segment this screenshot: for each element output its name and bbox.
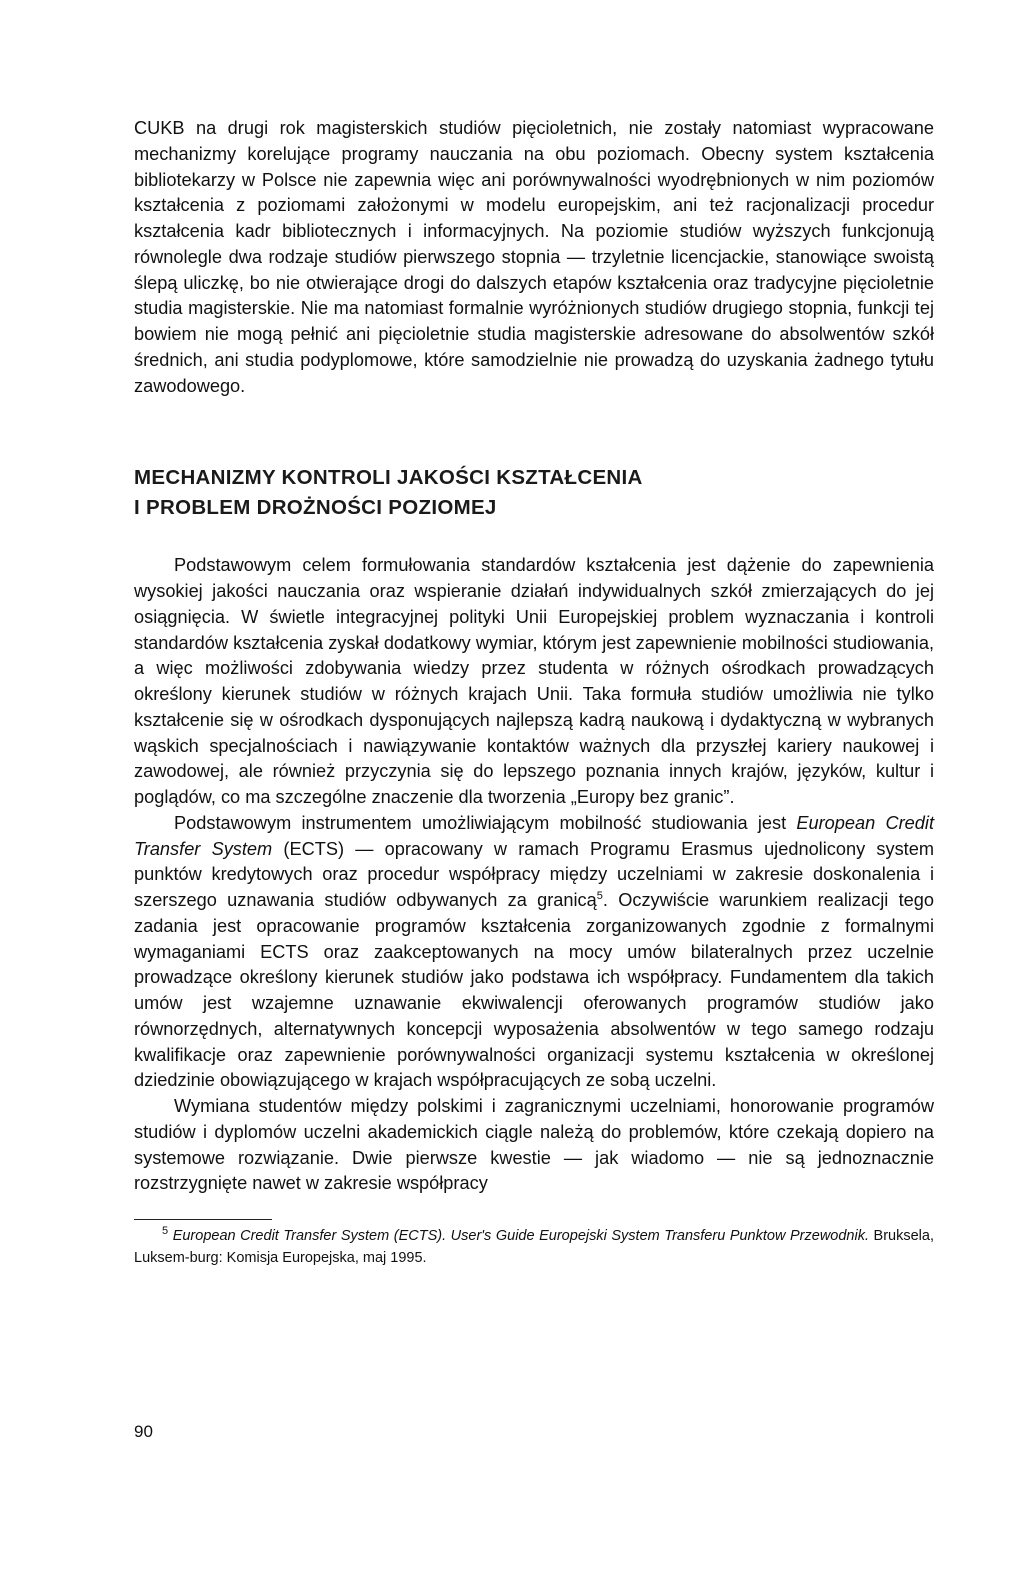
- paragraph-ects-italic: European Credit Transfer System: [134, 812, 934, 859]
- paragraph-exchange: [134, 1094, 934, 1197]
- paragraph-top-text: CUKB na drugi rok magisterskich studiów pięcioletnich, nie zostały natomiast wypracowane mechanizmy korelujące programy nauczania na obu poziomach. Obecny system kształcenia bibliotekarzy w Polsce nie zapewnia więc ani porównywalności wyodrębnionych w nim poziomów kształcenia z poziomami założonymi w modelu europejskim, ani też racjonalizacji procedur kształcenia kadr bibliotecznych i informacyjnych. Na poziomie studiów wyższych funkcjonują równolegle dwa rodzaje studiów pierwszego stopnia — trzyletnie licencjackie, stanowiące swoistą ślepą uliczkę, bo nie otwierające drogi do dalszych etapów kształcenia oraz tradycyjne pięcioletnie studia magisterskie. Nie ma natomiast formalnie wyróżnionych studiów drugiego stopnia, funkcji tej bowiem nie mogą pełnić ani pięcioletnie studia magisterskie adresowane do absolwentów szkół średnich, ani studia podyplomowe, które samodzielnie nie prowadzą do uzyskania żadnego tytułu zawodowego.: [134, 118, 934, 396]
- section-heading-line1: MECHANIZMY KONTROLI JAKOŚCI KSZTAŁCENIA: [134, 466, 643, 490]
- footnote-ref: 5: [596, 889, 603, 902]
- section-heading: [134, 463, 934, 523]
- section-heading-line2: I PROBLEM DROŻNOŚCI POZIOMEJ: [134, 496, 497, 520]
- footnote-text: Bruksela, Luksem-burg: Komisja Europejska, maj 1995.: [134, 1228, 934, 1266]
- paragraph-top: [134, 116, 934, 399]
- paragraph-ects: [134, 811, 934, 1094]
- footnote-divider: [134, 1219, 272, 1220]
- paragraph-ects-pre: Podstawowym instrumentem umożliwiającym mobilność studiowania jest: [174, 812, 797, 833]
- paragraph-ects-mid: (ECTS) — opracowany w ramach Programu Erasmus ujednolicony system punktów kredytowych oraz procedur współpracy między uczelniami w zakresie doskonalenia i szerszego uznawania studiów odbywanych za granicą: [134, 838, 934, 910]
- paragraph-exchange-text: Wymiana studentów między polskimi i zagranicznymi uczelniami, honorowanie programów studiów i dyplomów uczelni akademickich ciągle należą do problemów, które czekają dopiero na systemowe rozwiązanie. Dwie pierwsze kwestie — jak wiadomo — nie są jednoznacznie rozstrzygnięte nawet w zakresie współpracy: [134, 1096, 934, 1194]
- page-body: [134, 116, 934, 1269]
- paragraph-standards: [134, 553, 934, 811]
- footnote-italic: European Credit Transfer System (ECTS). User's Guide Europejski System Transferu Punktow Przewodnik.: [172, 1228, 869, 1244]
- paragraph-standards-text: Podstawowym celem formułowania standardów kształcenia jest dążenie do zapewnienia wysokiej jakości nauczania oraz wspieranie działań indywidualnych szkół zmierzających do jej osiągnięcia. W świetle integracyjnej polityki Unii Europejskiej problem wyznaczania i kontroli standardów kształcenia zyskał dodatkowy wymiar, którym jest zapewnienie mobilności studiowania, a więc możliwości zdobywania wiedzy przez studenta w różnych ośrodkach prowadzących określony kierunek studiów w różnych krajach Unii. Taka formuła studiów umożliwia nie tylko kształcenie się w ośrodkach dysponujących najlepszą kadrą naukową i dydaktyczną w wybranych wąskich specjalnościach i nawiązywanie kontaktów ważnych dla przyszłej kariery naukowej i zawodowej, ale również przyczynia się do lepszego poznania innych krajów, języków, kultur i poglądów, co ma szczególne znaczenie dla tworzenia „Europy bez granic”.: [134, 555, 934, 807]
- footnote: [134, 1225, 934, 1269]
- page-number: 90: [134, 1422, 153, 1441]
- footnote-number: 5: [162, 1225, 169, 1238]
- paragraph-ects-post: . Oczywiście warunkiem realizacji tego zadania jest opracowanie programów kształcenia zorganizowanych zgodnie z formalnymi wymaganiami ECTS oraz zaakceptowanych na mocy umów bilateralnych przez uczelnie prowadzące określony kierunek studiów jako podstawa ich współpracy. Fundamentem dla takich umów jest wzajemne uznawanie ekwiwalencji oferowanych programów studiów jako równorzędnych, alternatywnych koncepcji wyposażenia absolwentów w tego samego rodzaju kwalifikacje oraz zapewnienie porównywalności organizacji systemu kształcenia w określonej dziedzinie obowiązującego w krajach współpracujących ze sobą uczelni.: [134, 890, 934, 1091]
